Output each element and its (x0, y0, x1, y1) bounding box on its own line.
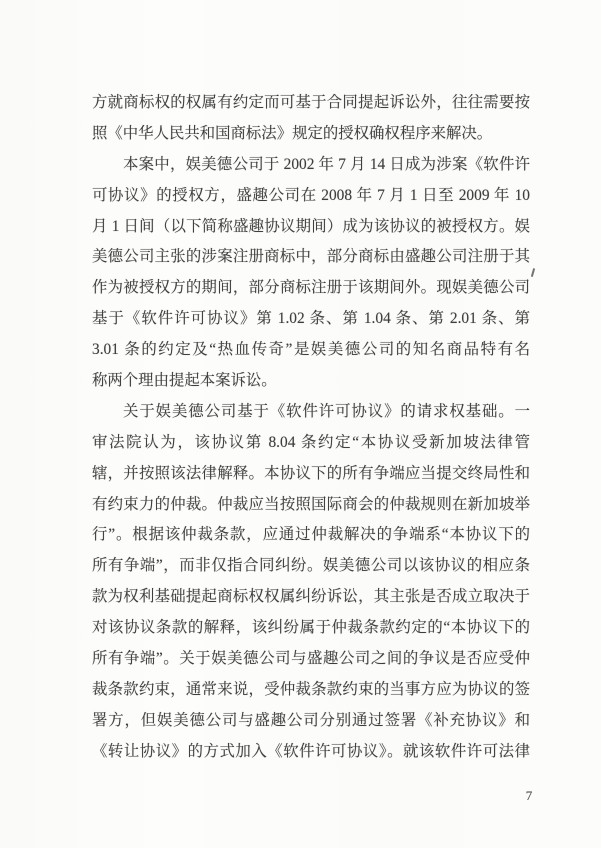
text-line: 关于娱美德公司基于《软件许可协议》的请求权基础。一 (123, 402, 530, 420)
text-line: 署方，但娱美德公司与盛趣公司分别通过签署《补充协议》和 (92, 711, 530, 729)
page-number: 7 (525, 788, 533, 803)
text-line: 称两个理由提起本案诉讼。 (92, 372, 277, 390)
text-line: 所有争端”。关于娱美德公司与盛趣公司之间的争议是否应受仲 (92, 650, 530, 668)
text-line: 裁条款约束，通常来说，受仲裁条款约束的当事方应为协议的签 (92, 680, 530, 698)
scan-artifact-mark (531, 268, 535, 277)
text-line: 月 1 日间（以下简称盛趣协议期间）成为该协议的被授权方。娱 (92, 217, 530, 235)
text-line: 对该协议条款的解释，该纠纷属于仲裁条款约定的“本协议下的 (92, 619, 530, 637)
text-line: 行”。根据该仲裁条款，应通过仲裁解决的争端系“本协议下的 (92, 526, 530, 544)
body-text (92, 88, 530, 768)
text-line: 款为权利基础提起商标权权属纠纷诉讼，其主张是否成立取决于 (92, 588, 530, 606)
text-line: 作为被授权方的期间，部分商标注册于该期间外。现娱美德公司 (92, 279, 530, 297)
text-line: 辖，并按照该法律解释。本协议下的所有争端应当提交终局性和 (92, 464, 530, 482)
text-line: 本案中，娱美德公司于 2002 年 7 月 14 日成为涉案《软件许 (123, 155, 530, 173)
text-line: 有约束力的仲裁。仲裁应当按照国际商会的仲裁规则在新加坡举 (92, 495, 530, 513)
text-line: 《转让协议》的方式加入《软件许可协议》。就该软件许可法律 (92, 742, 530, 760)
text-line: 3.01 条的约定及“热血传奇”是娱美德公司的知名商品特有名 (92, 341, 530, 359)
text-line: 可协议》的授权方，盛趣公司在 2008 年 7 月 1 日至 2009 年 10 (92, 186, 530, 204)
text-line: 照《中华人民共和国商标法》规定的授权确权程序来解决。 (92, 124, 493, 142)
text-line: 方就商标权的权属有约定而可基于合同提起诉讼外，往往需要按 (92, 94, 530, 111)
text-line: 所有争端”，而非仅指合同纠纷。娱美德公司以该协议的相应条 (92, 557, 530, 575)
text-line: 基于《软件许可协议》第 1.02 条、第 1.04 条、第 2.01 条、第 (92, 310, 530, 328)
text-line: 审法院认为，该协议第 8.04 条约定“本协议受新加坡法律管 (92, 433, 530, 451)
text-line: 美德公司主张的涉案注册商标中，部分商标由盛趣公司注册于其 (92, 248, 530, 266)
